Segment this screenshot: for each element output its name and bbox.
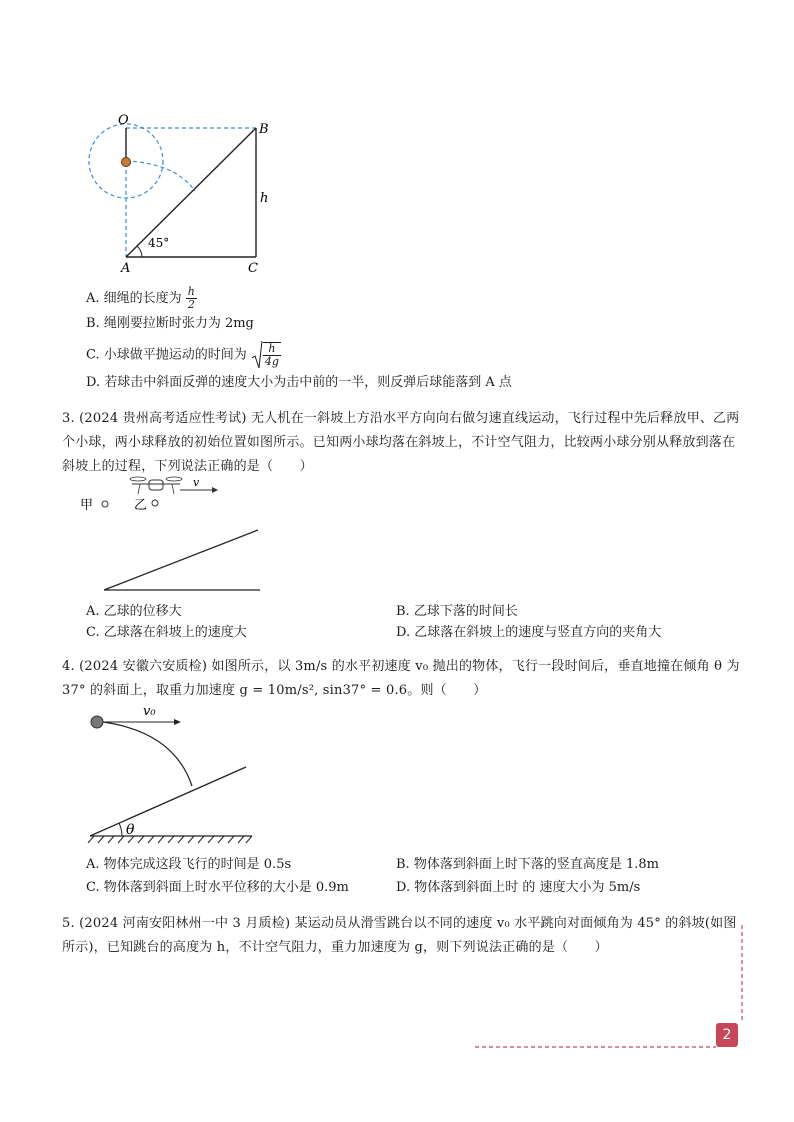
q3-ball-yi bbox=[152, 500, 158, 506]
q2-option-b[interactable]: B. 绳刚要拉断时张力为 2mg bbox=[86, 316, 254, 331]
q2-option-a[interactable] bbox=[86, 286, 197, 311]
q4-ground-hatch bbox=[88, 836, 252, 843]
q2-label-o: O bbox=[118, 113, 129, 128]
q2-option-c-text: C. 小球做平抛运动的时间为 bbox=[86, 347, 247, 363]
q2-option-a-num: h bbox=[187, 285, 195, 298]
q2-option-c-den: 4g bbox=[264, 355, 279, 368]
q4-label-theta: θ bbox=[126, 822, 135, 838]
q4-option-b[interactable]: B. 物体落到斜面上时下落的竖直高度是 1.8m bbox=[396, 857, 659, 872]
q2-trajectory bbox=[126, 161, 195, 191]
arrowhead-icon bbox=[212, 487, 218, 493]
q3-figure bbox=[80, 472, 300, 597]
q2-option-a-den: 2 bbox=[187, 298, 195, 311]
q2-angle-arc bbox=[137, 246, 142, 257]
q3-option-c[interactable]: C. 乙球落在斜坡上的速度大 bbox=[86, 625, 247, 640]
q2-option-c-num: h bbox=[263, 343, 281, 356]
q2-option-c-fraction bbox=[263, 342, 281, 368]
q3-ball-jia bbox=[102, 501, 108, 507]
q4-label-v0: v₀ bbox=[143, 704, 156, 719]
q3-option-d[interactable]: D. 乙球落在斜坡上的速度与竖直方向的夹角大 bbox=[396, 625, 662, 640]
q2-label-c: C bbox=[248, 261, 258, 276]
arrowhead-icon bbox=[174, 719, 181, 725]
q2-option-a-text: A. 细绳的长度为 bbox=[86, 291, 182, 306]
q2-label-h: h bbox=[260, 191, 269, 206]
q4-ball bbox=[91, 716, 103, 728]
q4-angle-arc bbox=[119, 823, 122, 836]
q2-option-c[interactable] bbox=[86, 340, 281, 370]
q4-trajectory bbox=[103, 722, 192, 786]
q2-option-d[interactable]: D. 若球击中斜面反弹的速度大小为击中前的一半，则反弹后球能落到 A 点 bbox=[86, 375, 512, 390]
q3-option-a[interactable]: A. 乙球的位移大 bbox=[86, 604, 182, 619]
q3-option-b[interactable]: B. 乙球下落的时间长 bbox=[396, 604, 518, 619]
q3-question-text: 3. (2024 贵州高考适应性考试) 无人机在一斜坡上方沿水平方向向右做匀速直线运动，飞行过程中先后释放甲、乙两个小球，两小球释放的初始位置如图所示。已知两小球均落在斜坡上，不计空气阻力，比较两小球分别从释放到落在斜坡上的过程，下列说法正确的是（ ） bbox=[62, 411, 740, 474]
q2-ball bbox=[122, 158, 131, 167]
q2-figure bbox=[80, 95, 280, 280]
q2-label-b: B bbox=[259, 122, 269, 137]
q3-label-jia: 甲 bbox=[80, 498, 94, 513]
q5-question-text: 5. (2024 河南安阳林州一中 3 月质检) 某运动员从滑雪跳台以不同的速度 v₀ 水平跳向对面倾角为 45° 的斜坡(如图所示)，已知跳台的高度为 h，不计空气阻力，重力加速度为 g，则下列说法正确的是（ ） bbox=[62, 916, 737, 955]
q4-question-text: 4. (2024 安徽六安质检) 如图所示，以 3m/s 的水平初速度 v₀ 抛出的物体，飞行一段时间后，垂直地撞在倾角 θ 为 37° 的斜面上，取重力加速度 g = 10m/s², sin37° = 0.6。则（ ） bbox=[62, 659, 740, 698]
drone-icon bbox=[130, 477, 182, 494]
sqrt-icon bbox=[251, 340, 263, 370]
q4-option-c[interactable]: C. 物体落到斜面上时水平位移的大小是 0.9m bbox=[86, 880, 349, 895]
page-corner-decoration bbox=[470, 925, 750, 1055]
q3-label-yi: 乙 bbox=[134, 498, 148, 513]
q3-label-v: v bbox=[193, 476, 200, 489]
q4-option-d[interactable]: D. 物体落到斜面上时 的 速度大小为 5m/s bbox=[396, 880, 641, 895]
q4-figure bbox=[84, 698, 264, 848]
q2-label-angle: 45° bbox=[148, 236, 170, 250]
q2-label-a: A bbox=[121, 261, 131, 276]
q4-option-a[interactable]: A. 物体完成这段飞行的时间是 0.5s bbox=[86, 857, 292, 872]
q4-incline bbox=[90, 767, 246, 836]
q3-slope bbox=[104, 530, 258, 590]
page-number-badge: 2 bbox=[716, 1023, 738, 1047]
q2-option-a-fraction bbox=[186, 286, 197, 311]
